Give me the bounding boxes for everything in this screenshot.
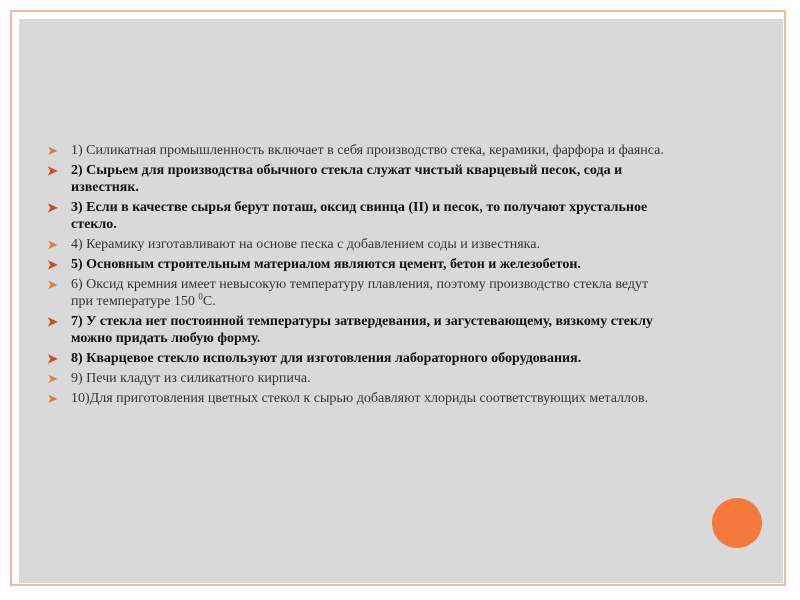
list-item-text: 9) Печи кладут из силикатного кирпича. <box>71 371 311 386</box>
list-item-text <box>71 277 648 309</box>
list-item-text-before: 6) Оксид кремния имеет невысокую температуру плавления, поэтому производство стекла ведут при температуре 150 <box>71 277 649 309</box>
list-item-text: 4) Керамику изготавливают на основе песка с добавлением соды и известняка. <box>71 237 540 252</box>
list-item <box>47 142 667 159</box>
list-item <box>47 313 667 347</box>
list-item-text: 10)Для приготовления цветных стекол к сырью добавляют хлориды соответствующих металлов. <box>71 391 649 406</box>
list-item-text: 7) У стекла нет постоянной температуры затвердевания, и загустевающему, вязкому стеклу можно придать любую форму. <box>71 314 653 346</box>
decorative-circle <box>712 498 762 548</box>
bullet-list <box>47 142 667 410</box>
arrow-bullet-icon: ➤ <box>47 351 58 366</box>
arrow-bullet-icon: ➤ <box>47 143 58 158</box>
list-item-text: 2) Сырьем для производства обычного стекла служат чистый кварцевый песок, сода и известняк. <box>71 163 623 195</box>
list-item <box>47 162 667 196</box>
arrow-bullet-icon: ➤ <box>47 257 58 272</box>
arrow-bullet-icon: ➤ <box>47 314 58 329</box>
list-item-text: 5) Основным строительным материалом являются цемент, бетон и железобетон. <box>71 257 581 272</box>
list-item <box>47 390 667 407</box>
arrow-bullet-icon: ➤ <box>47 200 58 215</box>
list-item <box>47 276 667 310</box>
list-item-text: 1) Силикатная промышленность включает в себя производство стека, керамики, фарфора и фаянса. <box>71 143 664 158</box>
arrow-bullet-icon: ➤ <box>47 277 58 292</box>
list-item <box>47 350 667 367</box>
list-item <box>47 256 667 273</box>
arrow-bullet-icon: ➤ <box>47 391 58 406</box>
degree-superscript: 0 <box>198 291 203 302</box>
list-item-text-after: С. <box>202 294 216 309</box>
arrow-bullet-icon: ➤ <box>47 371 58 386</box>
list-item-text: 8) Кварцевое стекло используют для изготовления лабораторного оборудования. <box>71 351 582 366</box>
arrow-bullet-icon: ➤ <box>47 237 58 252</box>
list-item-text: 3) Если в качестве сырья берут поташ, оксид свинца (II) и песок, то получают хрустальное стекло. <box>71 200 648 232</box>
list-item <box>47 236 667 253</box>
list-item <box>47 199 667 233</box>
list-item <box>47 370 667 387</box>
arrow-bullet-icon: ➤ <box>47 163 58 178</box>
